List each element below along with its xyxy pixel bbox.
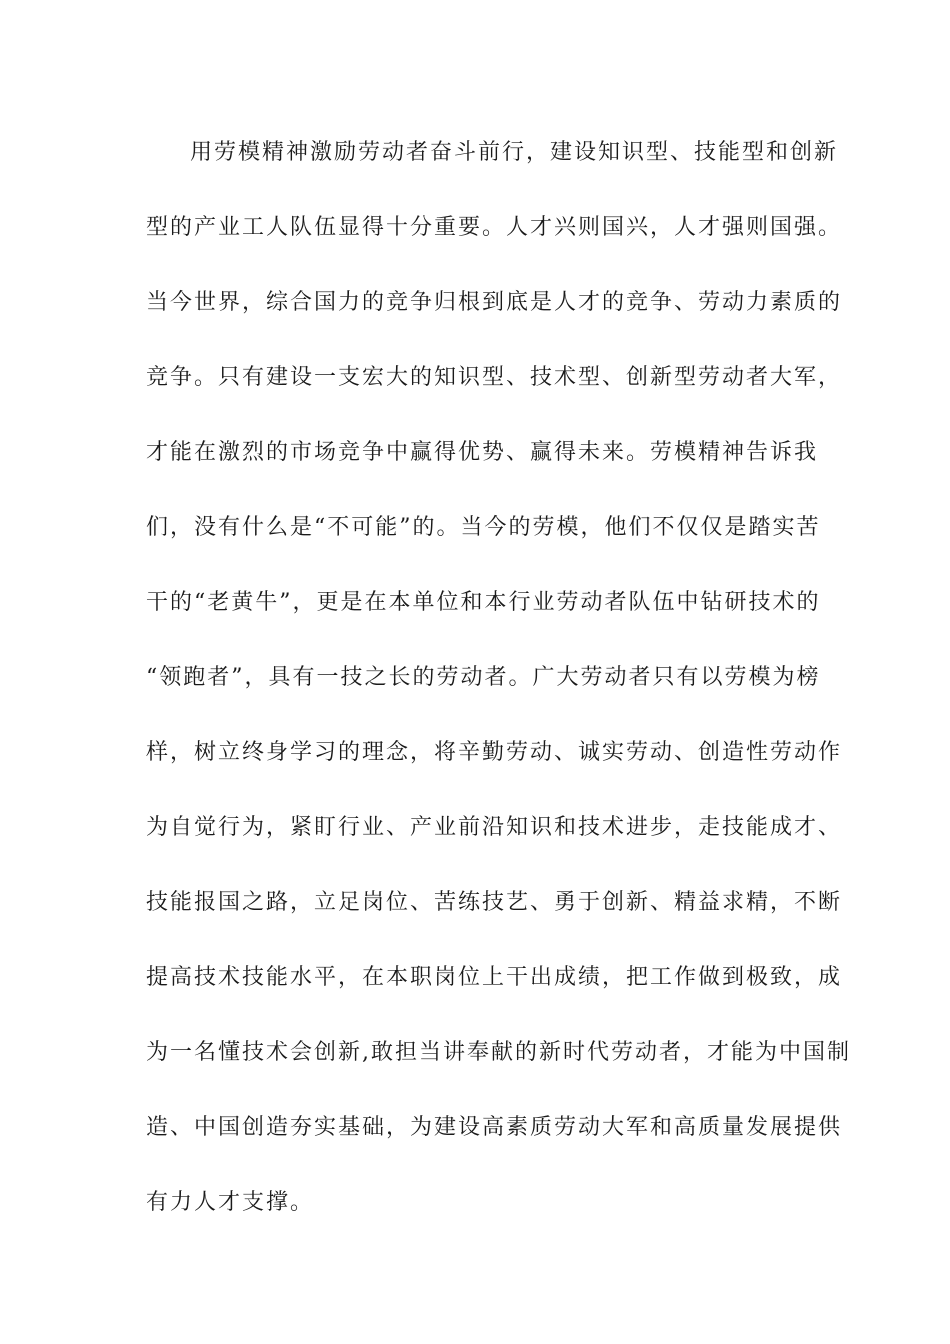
paragraph-line: 干的“老黄牛”，更是在本单位和本行业劳动者队伍中钻研技术的 [146, 590, 821, 615]
paragraph-line: 型的产业工人队伍显得十分重要。人才兴则国兴，人才强则国强。 [146, 215, 843, 240]
body-paragraph [146, 134, 851, 1259]
paragraph-line: 们，没有什么是“不可能”的。当今的劳模，他们不仅仅是踏实苦 [146, 515, 821, 540]
paragraph-line: 样，树立终身学习的理念，将辛勤劳动、诚实劳动、创造性劳动作 [146, 740, 843, 765]
paragraph-line: 用劳模精神激励劳动者奋斗前行，建设知识型、技能型和创新 [190, 140, 839, 165]
paragraph-line: 为一名懂技术会创新,敢担当讲奉献的新时代劳动者，才能为中国制 [146, 1040, 851, 1065]
paragraph-line: 有力人才支撑。 [146, 1190, 315, 1215]
paragraph-line: 造、中国创造夯实基础，为建设高素质劳动大军和高质量发展提供 [146, 1115, 843, 1140]
paragraph-line: 提高技术技能水平，在本职岗位上干出成绩，把工作做到极致，成 [146, 965, 843, 990]
paragraph-line: 技能报国之路，立足岗位、苦练技艺、勇于创新、精益求精，不断 [146, 890, 843, 915]
paragraph-line: 竞争。只有建设一支宏大的知识型、技术型、创新型劳动者大军， [146, 365, 843, 390]
paragraph-line: 才能在激烈的市场竞争中赢得优势、赢得未来。劳模精神告诉我 [146, 440, 819, 465]
paragraph-line: 当今世界，综合国力的竞争归根到底是人才的竞争、劳动力素质的 [146, 290, 843, 315]
paragraph-line: 为自觉行为，紧盯行业、产业前沿知识和技术进步，走技能成才、 [146, 815, 843, 840]
paragraph-line: “领跑者”，具有一技之长的劳动者。广大劳动者只有以劳模为榜 [146, 665, 821, 690]
